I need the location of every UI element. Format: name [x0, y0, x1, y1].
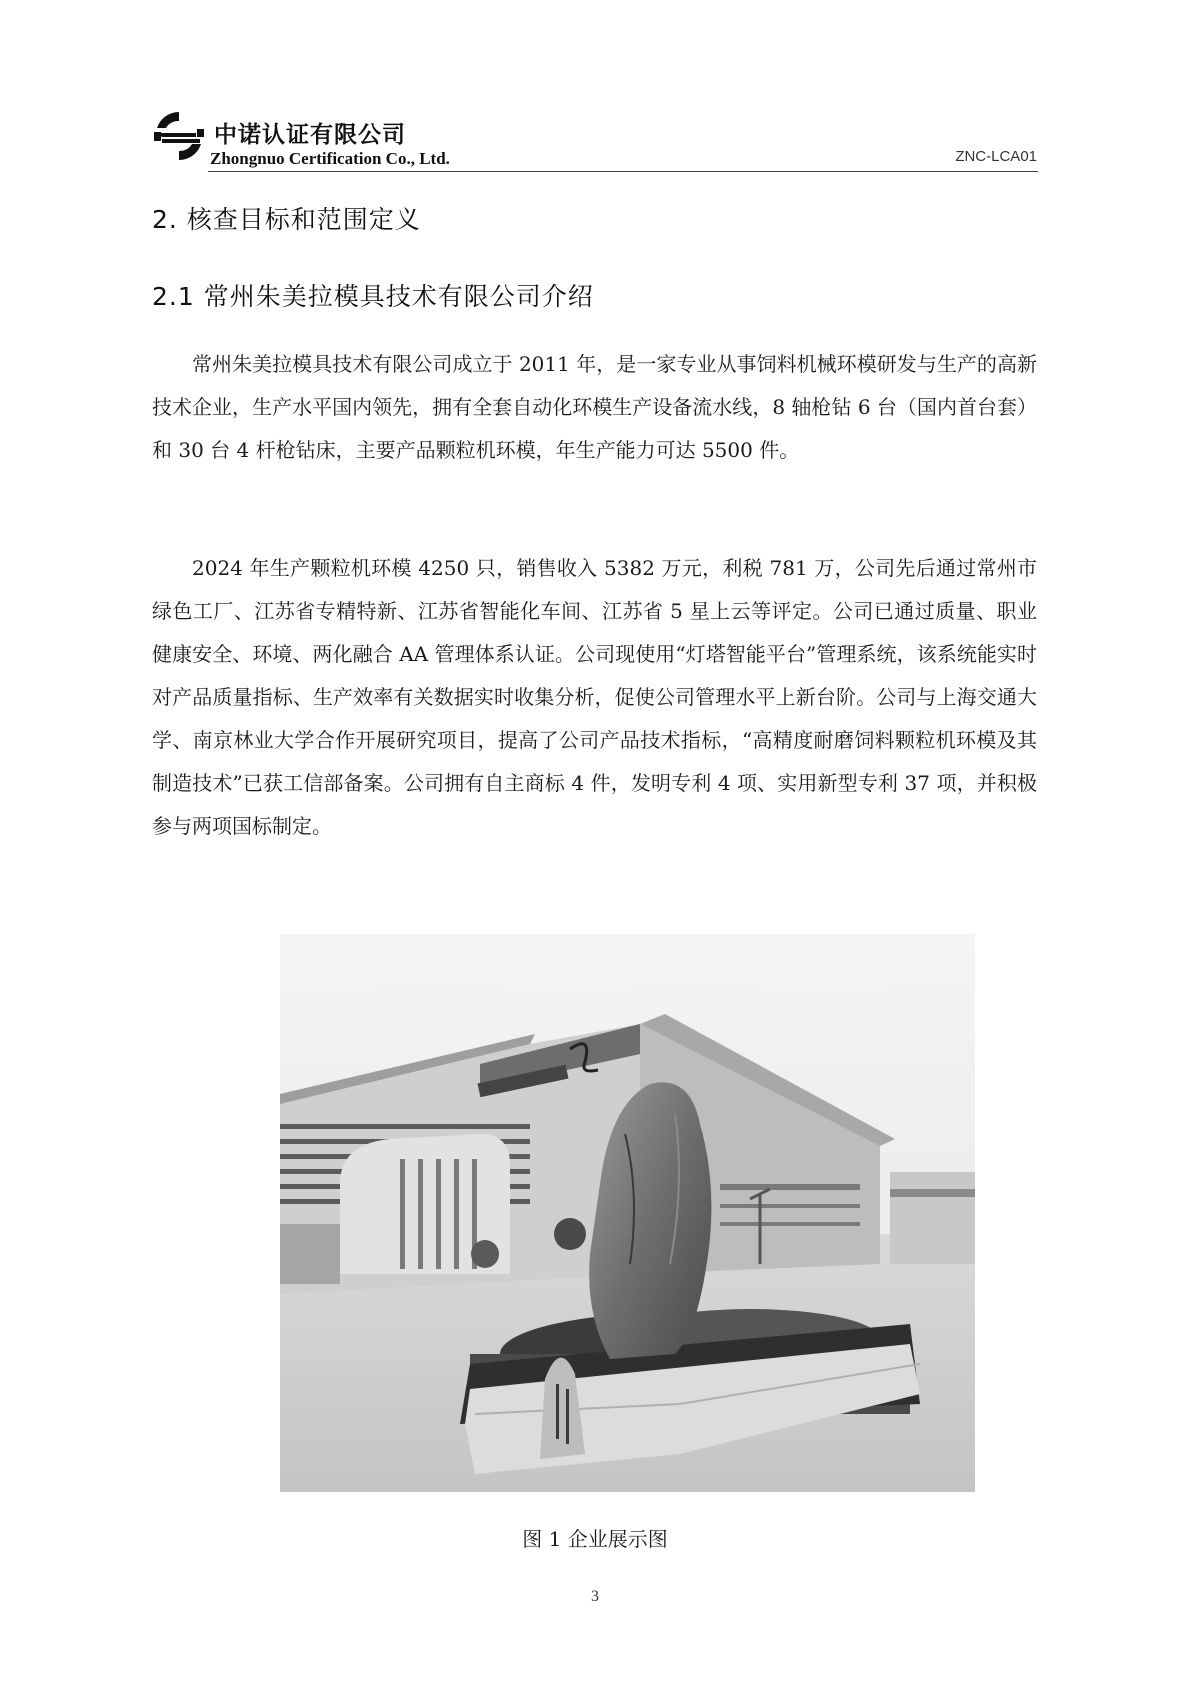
company-name-en: Zhongnuo Certification Co., Ltd.: [210, 149, 450, 168]
header-divider: [208, 171, 1038, 172]
document-code: ZNC-LCA01: [955, 148, 1037, 165]
section-heading: 2. 核查目标和范围定义: [152, 205, 421, 234]
subsection-heading: 2.1 常州朱美拉模具技术有限公司介绍: [152, 282, 594, 311]
company-building-photo: [280, 934, 975, 1492]
page-number: 3: [591, 1588, 599, 1605]
page-header: [152, 108, 1037, 174]
figure-caption: 图 1 企业展示图: [522, 1527, 668, 1551]
photo-illustration: [280, 934, 975, 1492]
zhongnuo-logo-icon: [152, 108, 206, 164]
paragraph-company-intro: 常州朱美拉模具技术有限公司成立于 2011 年，是一家专业从事饲料机械环模研发与生产的高新技术企业，生产水平国内领先，拥有全套自动化环模生产设备流水线，8 轴枪钻 6 台（国内首台套）和 30 台 4 杆枪钻床，主要产品颗粒机环模，年生产能力可达 5500 件。: [152, 352, 1037, 462]
company-name-cn: 中诺认证有限公司: [214, 122, 406, 148]
paragraph-company-achievements: 2024 年生产颗粒机环模 4250 只，销售收入 5382 万元，利税 781 万，公司先后通过常州市绿色工厂、江苏省专精特新、江苏省智能化车间、江苏省 5 星上云等评定。公司已通过质量、职业健康安全、环境、两化融合 AA 管理体系认证。公司现使用“灯塔智能平台”管理系统，该系统能实时对产品质量指标、生产效率有关数据实时收集分析，促使公司管理水平上新台阶。公司与上海交通大学、南京林业大学合作开展研究项目，提高了公司产品技术指标，“高精度耐磨饲料颗粒机环模及其制造技术”已获工信部备案。公司拥有自主商标 4 件，发明专利 4 项、实用新型专利 37 项，并积极参与两项国标制定。: [152, 556, 1037, 838]
